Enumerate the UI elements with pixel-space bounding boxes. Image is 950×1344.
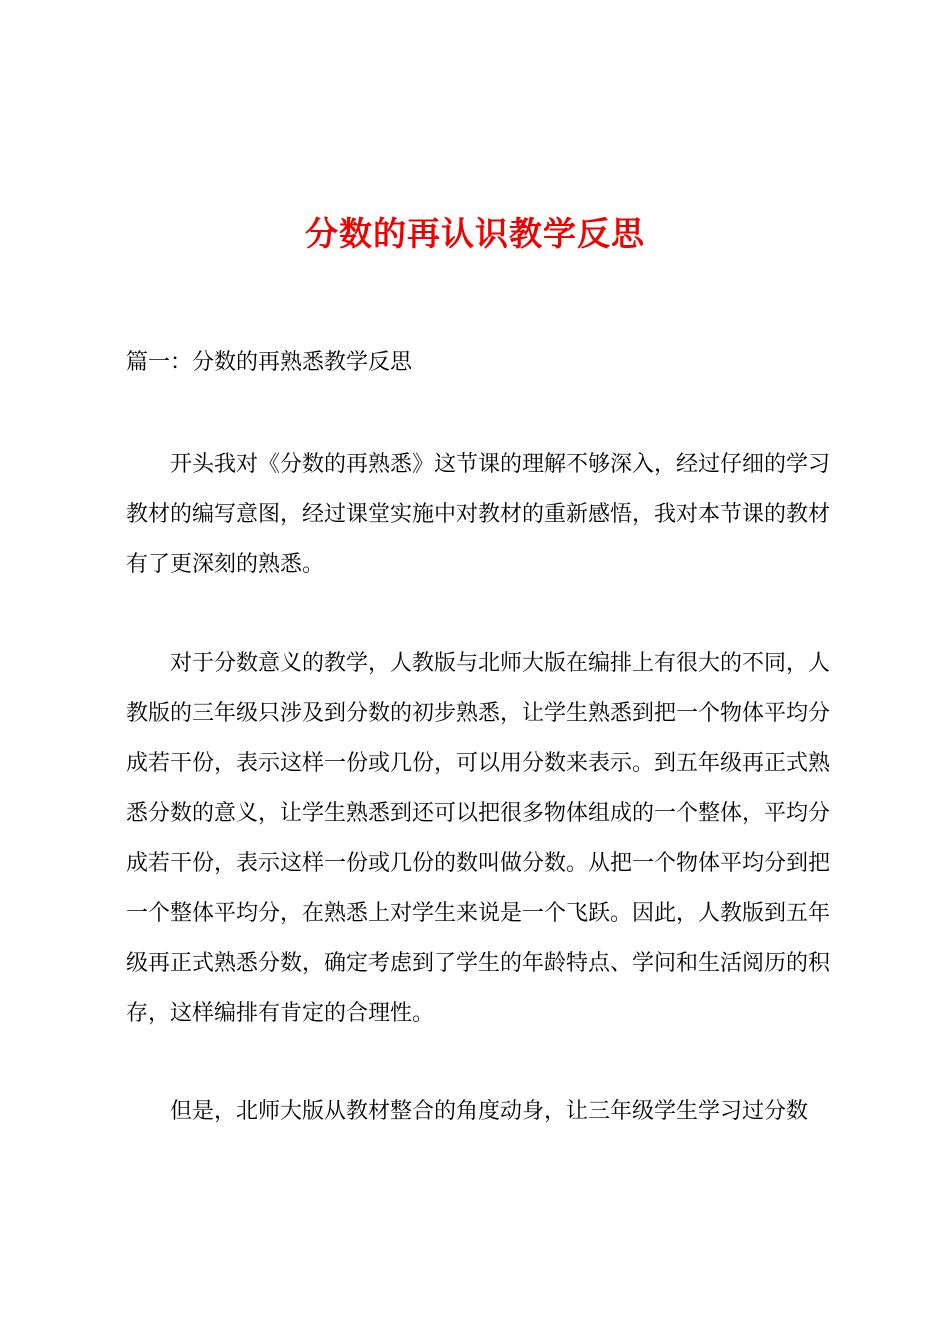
paragraph-2: 对于分数意义的教学，人教版与北师大版在编排上有很大的不同，人教版的三年级只涉及到分数的初步熟悉，让学生熟悉到把一个物体平均分成若干份，表示这样一份或几份，可以用分数来表示。到五年级再正式熟悉分数的意义，让学生熟悉到还可以把很多物体组成的一个整体，平均分成若干份，表示这样一份或几份的数叫做分数。从把一个物体平均分到把一个整体平均分，在熟悉上对学生来说是一个飞跃。因此，人教版到五年级再正式熟悉分数，确定考虑到了学生的年龄特点、学问和生活阅历的积存，这样编排有肯定的合理性。 xyxy=(126,651,831,1026)
section-heading: 篇一：分数的再熟悉教学反思 xyxy=(126,350,413,375)
paragraph-1: 开头我对《分数的再熟悉》这节课的理解不够深入，经过仔细的学习教材的编写意图，经过课堂实施中对教材的重新感悟，我对本节课的教材有了更深刻的熟悉。 xyxy=(126,452,831,577)
document-title: 分数的再认识教学反思 xyxy=(305,214,645,253)
paragraph-3: 但是，北师大版从教材整合的角度动身，让三年级学生学习过分数 xyxy=(170,1099,809,1124)
